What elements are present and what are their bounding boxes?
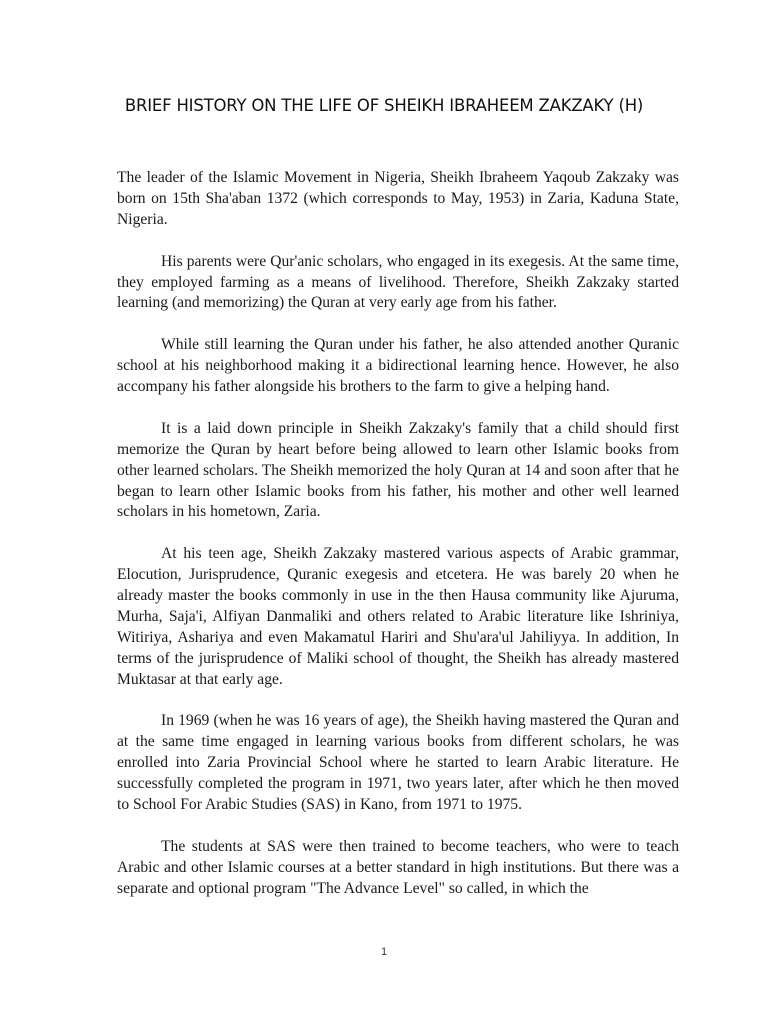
- document-title: BRIEF HISTORY ON THE LIFE OF SHEIKH IBRAHEEM ZAKZAKY (H): [124, 96, 644, 115]
- paragraph: In 1969 (when he was 16 years of age), the Sheikh having mastered the Quran and at the same time engaged in learning various books from different scholars, he was enrolled into Zaria Provincial School where he started to learn Arabic literature. He successfully completed the program in 1971, two years later, after which he then moved to School For Arabic Studies (SAS) in Kano, from 1971 to 1975.: [117, 712, 679, 814]
- paragraph: His parents were Qur'anic scholars, who engaged in its exegesis. At the same time, they employed farming as a means of livelihood. Therefore, Sheikh Zakzaky started learning (and memorizing) the Quran at very early age from his father.: [117, 252, 679, 312]
- paragraph: It is a laid down principle in Sheikh Zakzaky's family that a child should first memorize the Quran by heart before being allowed to learn other Islamic books from other learned scholars. The Sheikh memorized the holy Quran at 14 and soon after that he began to learn other Islamic books from his father, his mother and other well learned scholars in his hometown, Zaria.: [117, 419, 679, 521]
- paragraph: The leader of the Islamic Movement in Nigeria, Sheikh Ibraheem Yaqoub Zakzaky was born on 15th Sha'aban 1372 (which corresponds to May, 1953) in Zaria, Kaduna State, Nigeria.: [117, 169, 679, 228]
- page-number: 1: [380, 946, 388, 958]
- document-body: [117, 168, 679, 921]
- paragraph: While still learning the Quran under his father, he also attended another Quranic school at his neighborhood making it a bidirectional learning hence. However, he also accompany his father alongside his brothers to the farm to give a helping hand.: [117, 336, 679, 396]
- paragraph: The students at SAS were then trained to become teachers, who were to teach Arabic and other Islamic courses at a better standard in high institutions. But there was a separate and optional program "The Advance Level" so called, in which the: [117, 837, 679, 897]
- paragraph: At his teen age, Sheikh Zakzaky mastered various aspects of Arabic grammar, Elocution, Jurisprudence, Quranic exegesis and etcetera. He was barely 20 when he already master the books commonly in use in the then Hausa community like Ajuruma, Murha, Saja'i, Alfiyan Danmaliki and others related to Arabic literature like Ishriniya, Witiriya, Ashariya and even Makamatul Hariri and Shu'ara'ul Jahiliyya. In addition, In terms of the jurisprudence of Maliki school of thought, the Sheikh has already mastered Muktasar at that early age.: [117, 545, 679, 688]
